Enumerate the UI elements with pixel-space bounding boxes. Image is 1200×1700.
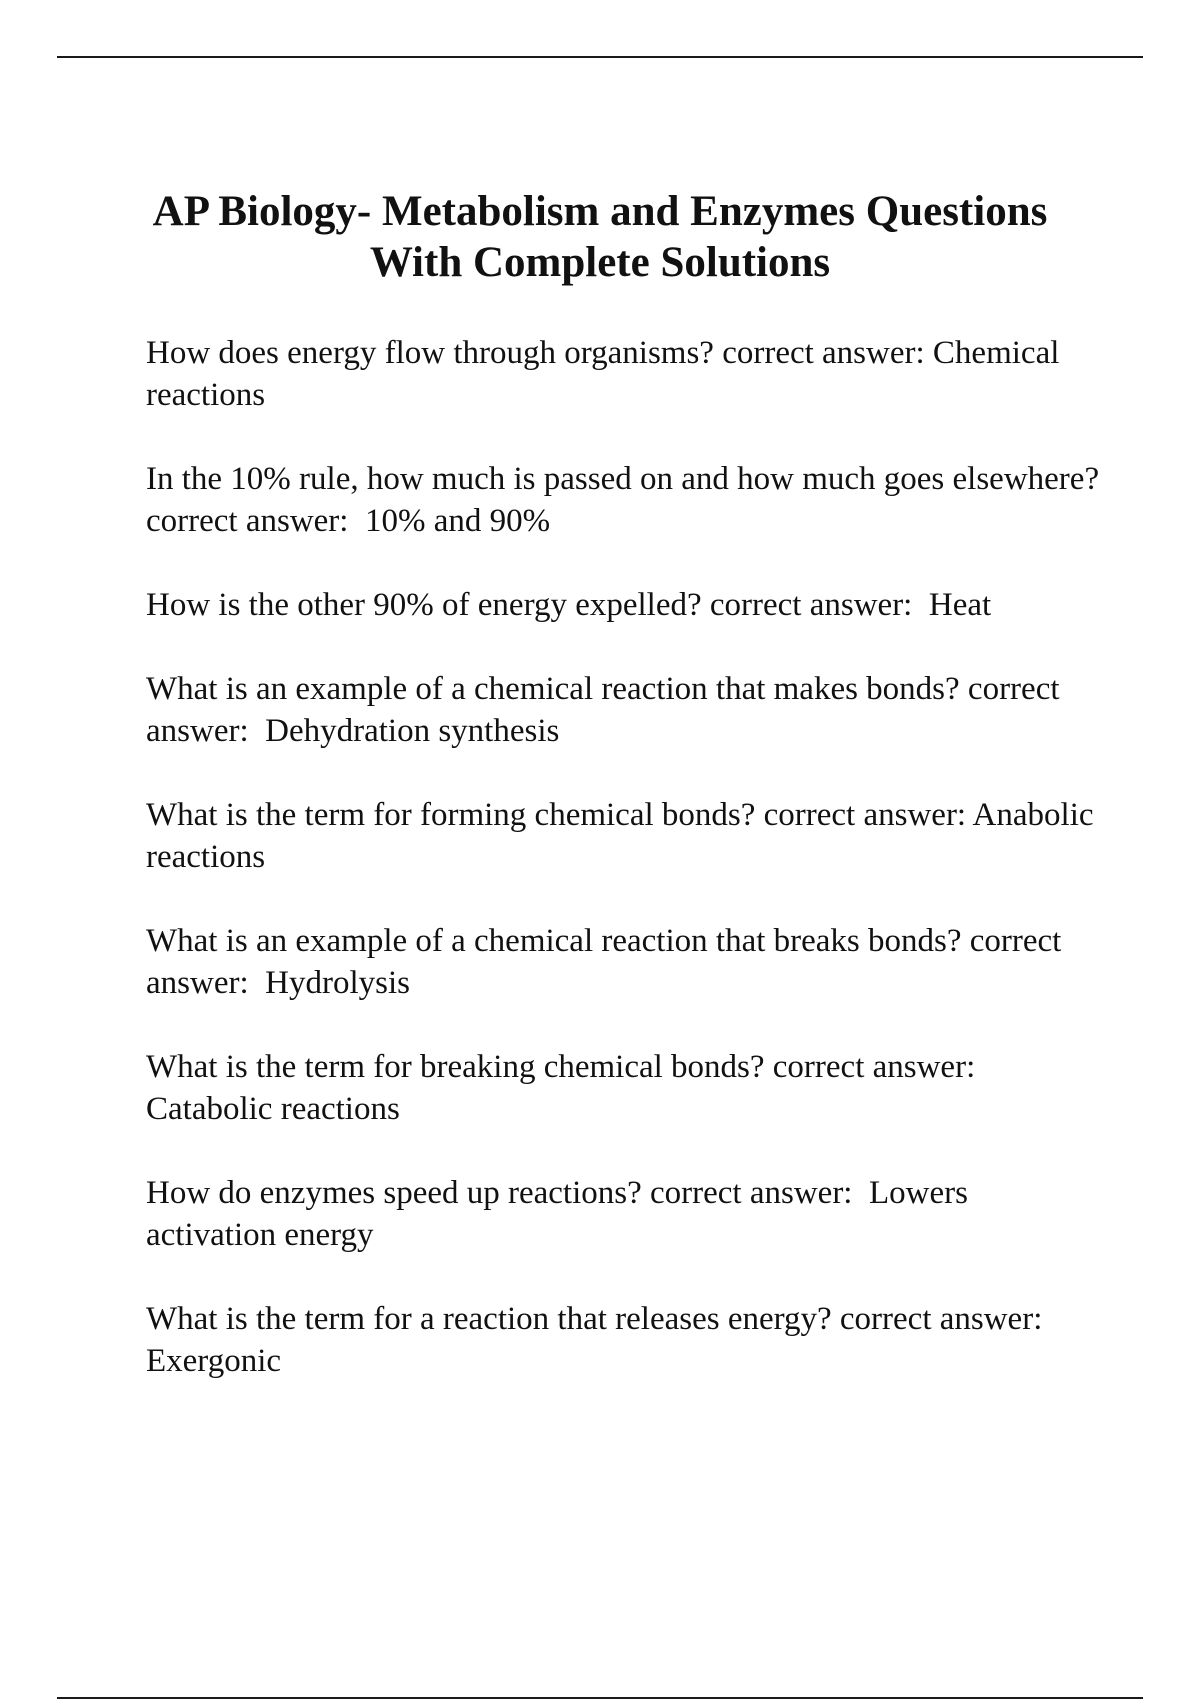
title-line-1: AP Biology- Metabolism and Enzymes Questions: [152, 188, 1048, 235]
qa-item: [146, 920, 1106, 1004]
answer-text: Chemical reactions: [146, 335, 1060, 413]
question-text: What is an example of a chemical reaction that makes bonds? correct answer:: [146, 671, 1060, 749]
question-text: In the 10% rule, how much is passed on and how much goes elsewhere? correct answer:: [146, 461, 1100, 539]
question-text: How is the other 90% of energy expelled? correct answer:: [146, 587, 913, 623]
question-text: What is the term for breaking chemical bonds? correct answer:: [146, 1049, 976, 1085]
qa-item: [146, 458, 1106, 542]
qa-list: [146, 332, 1106, 1424]
qa-item: [146, 1298, 1106, 1382]
answer-text: Lowers activation energy: [146, 1175, 968, 1253]
answer-text: Hydrolysis: [265, 965, 410, 1001]
qa-item: [146, 668, 1106, 752]
document-title: [100, 186, 1100, 288]
answer-text: 10% and 90%: [364, 503, 551, 539]
qa-item: [146, 332, 1106, 416]
top-divider: [57, 56, 1143, 58]
answer-text: Heat: [928, 587, 992, 623]
question-text: What is an example of a chemical reaction that breaks bonds? correct answer:: [146, 923, 1062, 1001]
question-text: What is the term for a reaction that releases energy? correct answer:: [146, 1301, 1043, 1337]
qa-item: [146, 794, 1106, 878]
question-text: What is the term for forming chemical bonds? correct answer:: [146, 797, 967, 833]
answer-text: Anabolic reactions: [146, 797, 1094, 875]
title-line-2: With Complete Solutions: [369, 239, 831, 286]
bottom-divider: [57, 1697, 1143, 1699]
answer-text: Dehydration synthesis: [265, 713, 560, 749]
question-text: How does energy flow through organisms? correct answer:: [146, 335, 925, 371]
qa-item: [146, 1172, 1106, 1256]
question-text: How do enzymes speed up reactions? correct answer:: [146, 1175, 853, 1211]
qa-item: [146, 584, 1106, 626]
qa-item: [146, 1046, 1106, 1130]
answer-text: Exergonic: [146, 1343, 282, 1379]
answer-text: Catabolic reactions: [146, 1091, 400, 1127]
